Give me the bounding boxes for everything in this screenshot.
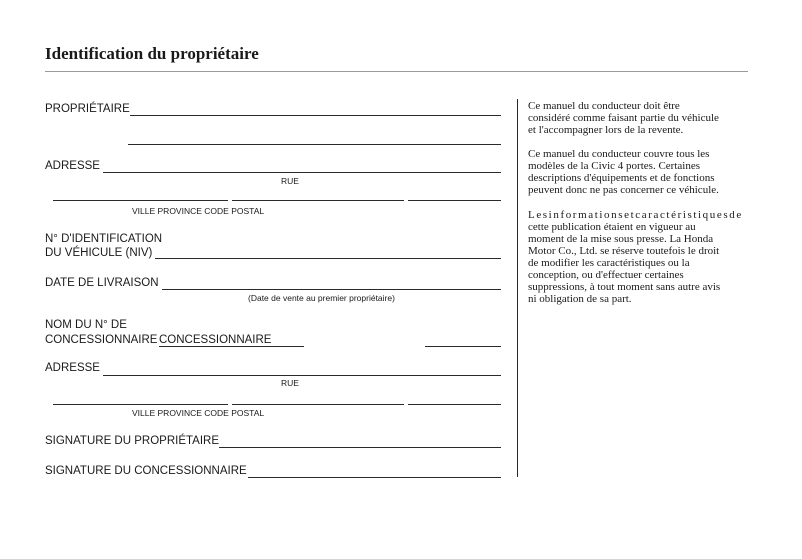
dealer-signature-field[interactable] bbox=[248, 477, 501, 478]
postal-code-field[interactable] bbox=[408, 200, 501, 201]
delivery-date-caption: (Date de vente au premier propriétaire) bbox=[248, 293, 395, 303]
dealer-city-field[interactable] bbox=[53, 404, 228, 405]
owner-field[interactable] bbox=[130, 115, 501, 116]
vin-label-line2: DU VÉHICULE (NIV) bbox=[45, 247, 153, 259]
delivery-date-label: DATE DE LIVRAISON bbox=[45, 277, 159, 289]
province-field[interactable] bbox=[232, 200, 404, 201]
owner-signature-label: SIGNATURE DU PROPRIÉTAIRE bbox=[45, 435, 220, 447]
vin-field[interactable] bbox=[155, 258, 501, 259]
dealer-name-field[interactable] bbox=[159, 346, 304, 347]
note-paragraph-2: Ce manuel du conducteur couvre tous les modèles de la Civic 4 portes. Certaines descriptions d'équipements et de fonctions peuvent donc ne pas concerner ce véhicule. bbox=[528, 148, 719, 196]
city-field[interactable] bbox=[53, 200, 228, 201]
dealer-province-field[interactable] bbox=[232, 404, 404, 405]
note-paragraph-1: Ce manuel du conducteur doit être considéré comme faisant partie du véhicule et l'accompagner lors de la revente. bbox=[528, 100, 719, 136]
vin-label-line1: N° D'IDENTIFICATION bbox=[45, 233, 163, 245]
dealer-street-field[interactable] bbox=[103, 375, 501, 376]
dealer-number-label-line2: CONCESSIONNAIRE bbox=[45, 334, 158, 346]
owner-field-line2[interactable] bbox=[128, 144, 501, 145]
dealer-city-caption: VILLE PROVINCE CODE POSTAL bbox=[132, 408, 265, 418]
dealer-signature-label: SIGNATURE DU CONCESSIONNAIRE bbox=[45, 465, 247, 477]
dealer-street-caption: RUE bbox=[281, 378, 299, 388]
delivery-date-field[interactable] bbox=[162, 289, 501, 290]
dealer-number-label-line1: NOM DU N° DE bbox=[45, 319, 127, 331]
title-rule bbox=[45, 71, 748, 72]
street-caption: RUE bbox=[281, 176, 299, 186]
address-label: ADRESSE bbox=[45, 160, 100, 172]
dealer-name-value: CONCESSIONNAIRE bbox=[159, 334, 272, 346]
column-divider bbox=[517, 99, 518, 477]
street-field[interactable] bbox=[103, 172, 501, 173]
note-paragraph-3: cette publication étaient en vigueur au moment de la mise sous presse. La Honda Motor Co., Ltd. se réserve toutefois le droit de modifier les caractéristiques ou la conception, ou d'effectuer certaines suppressions, à tout moment sans autre avis ni obligation de sa part. bbox=[528, 221, 721, 305]
city-caption: VILLE PROVINCE CODE POSTAL bbox=[132, 206, 265, 216]
page-title: Identification du propriétaire bbox=[45, 44, 259, 63]
dealer-postal-code-field[interactable] bbox=[408, 404, 501, 405]
note-paragraph-3-line1: Lesinformationsetcaractéristiquesde bbox=[528, 209, 743, 221]
owner-signature-field[interactable] bbox=[219, 447, 501, 448]
owner-label: PROPRIÉTAIRE bbox=[45, 103, 130, 115]
dealer-number-field[interactable] bbox=[425, 346, 501, 347]
dealer-address-label: ADRESSE bbox=[45, 362, 100, 374]
